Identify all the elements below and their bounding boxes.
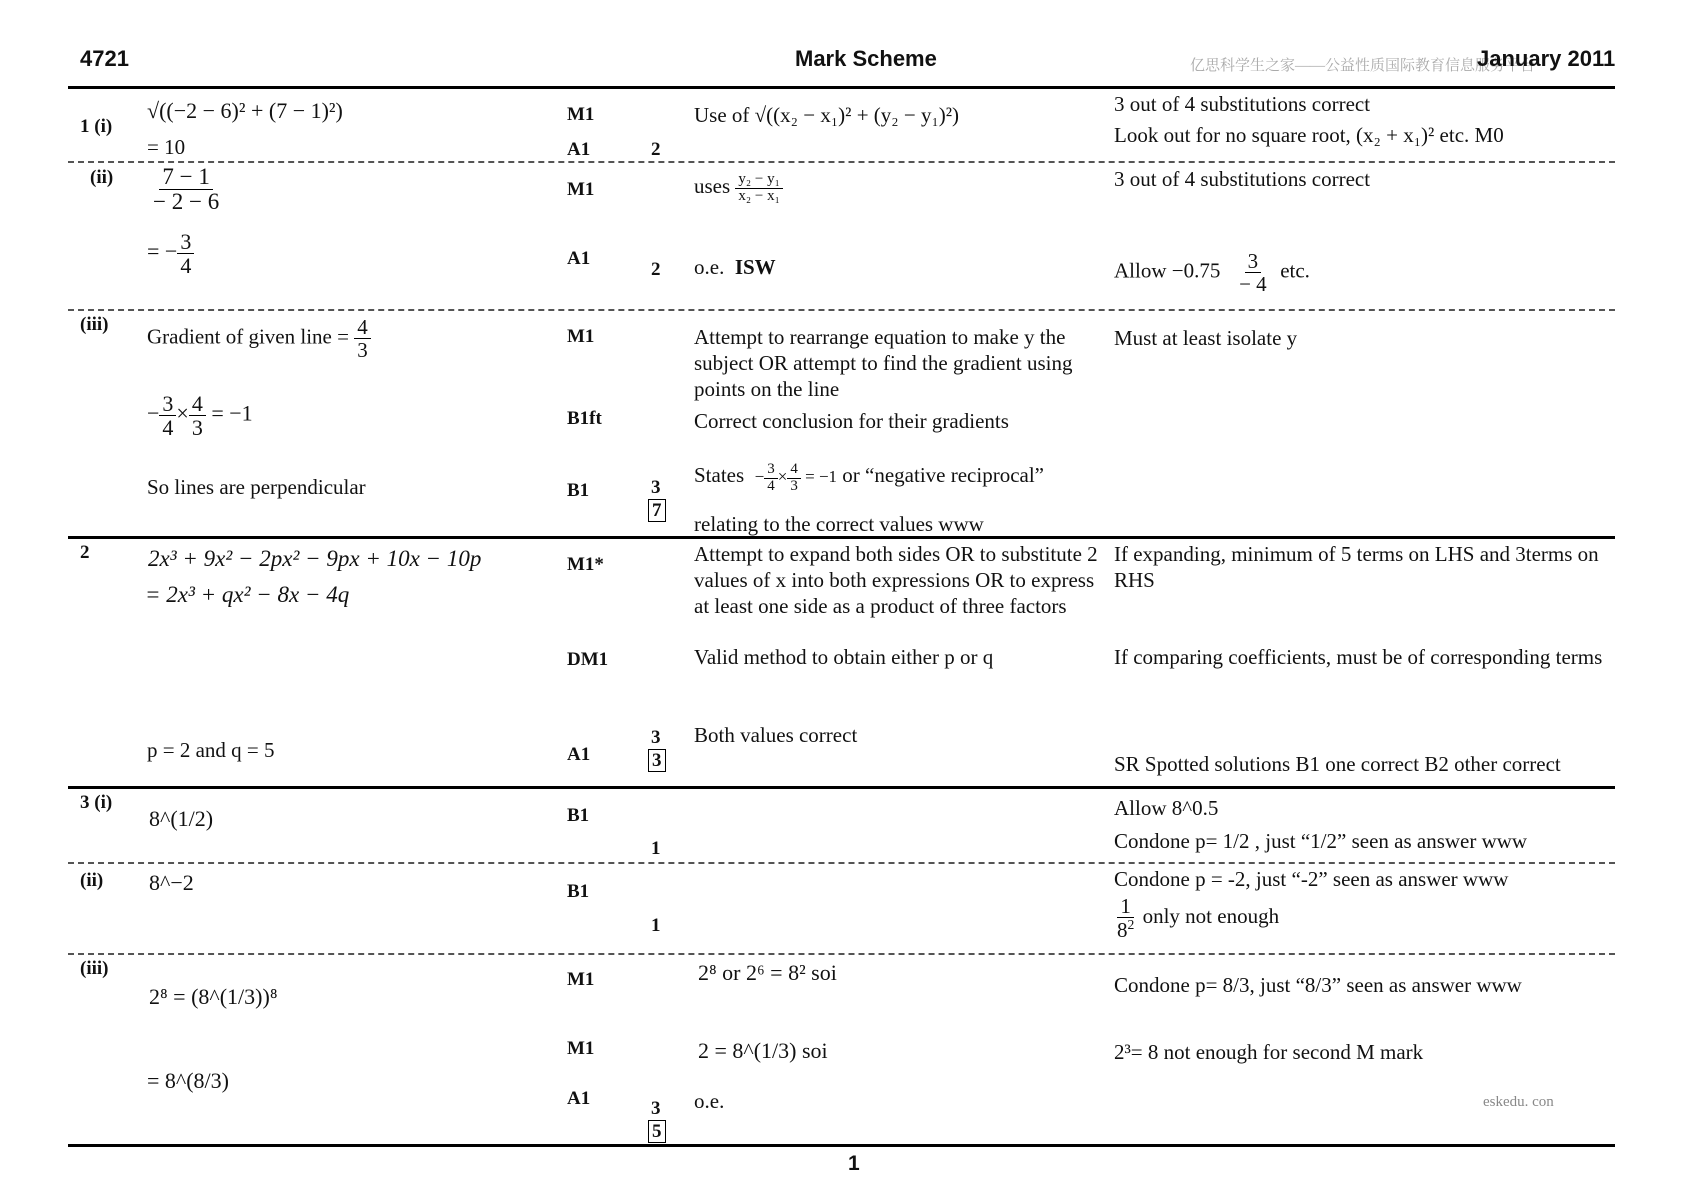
source-watermark: eskedu. con [1483,1094,1554,1110]
note: Condone p= 1/2 , just “1/2” seen as answer www [1114,829,1528,853]
note: If comparing coefficients, must be of corresponding terms [1114,645,1603,669]
question-label: (ii) [90,167,114,188]
mark: DM1 [567,649,609,670]
mark-total: 1 [651,838,661,859]
question-total: 7 [648,498,666,524]
answer-equation: 2⁸ = (8^(1/3))⁸ [149,984,278,1009]
mark-total: 3 [651,477,661,498]
answer-product: − $\frac{3}{4}$ × $\frac{4}{3}$ = −1 [147,391,253,441]
guidance: relating to the correct values www [694,512,984,536]
mark: M1 [567,179,595,200]
divider [68,953,1615,955]
answer-power: 8^−2 [149,870,194,895]
divider [68,862,1615,864]
answer-gradient: Gradient of given line = $\frac{4}{3}$ [147,316,371,361]
guidance: Attempt to rearrange equation to make y the subject OR attempt to find the gradient using points on the line [694,325,1073,401]
guidance: Use of √((x₂ − x₁)² + (y₂ − y₁)²) [694,103,960,127]
exam-date: January 2011 [1477,46,1616,71]
watermark: 亿思科学生之家——公益性质国际教育信息服务平台 [1190,58,1536,74]
note: $\frac{1}{8^2}$ only not enough [1117,894,1280,943]
mark: A1 [567,139,591,160]
question-label: 2 [80,542,90,563]
question-rule [68,786,1615,789]
guidance: Valid method to obtain either p or q [694,645,994,669]
mark: M1 [567,326,595,347]
mark: M1 [567,969,595,990]
mark: B1 [567,480,590,501]
answer-conclusion: So lines are perpendicular [147,475,366,499]
question-label: 1 (i) [80,116,113,137]
answer-values: p = 2 and q = 5 [147,738,275,762]
mark-total: 2 [651,139,661,160]
mark: M1 [567,104,595,125]
note: Allow 8^0.5 [1114,796,1219,820]
note: SR Spotted solutions B1 one correct B2 other correct [1114,752,1561,776]
page-title: Mark Scheme [795,46,937,71]
mark: A1 [567,248,591,269]
guidance: uses $\frac{\text{y₂ − y₁}}{\text{x₂ − x₁}}$ [694,172,783,205]
mark: M1 [567,1038,595,1059]
answer-expression: √((−2 − 6)² + (7 − 1)²) [147,98,343,123]
mark: M1* [567,554,604,575]
mark-total: 3 [651,1098,661,1119]
note: Condone p= 8/3, just “8/3” seen as answer www [1114,973,1522,997]
note: If expanding, minimum of 5 terms on LHS and 3terms on RHS [1114,542,1599,592]
mark-total: 2 [651,259,661,280]
answer-result: = − $\frac{3}{4}$ [147,230,194,277]
mark-total: 3 [651,727,661,748]
guidance: Attempt to expand both sides OR to substitute 2 values of x into both expressions OR to express at least one side as a product of three factors [694,542,1098,618]
guidance: Both values correct [694,723,858,747]
guidance: o.e. ISW [694,255,776,279]
question-label: (iii) [80,958,109,979]
header-rule [68,86,1615,89]
divider [68,161,1615,163]
mark-total: 1 [651,915,661,936]
question-total: 3 [648,748,666,774]
guidance: o.e. [694,1089,725,1113]
paper-code: 4721 [80,46,129,71]
question-total: 5 [648,1119,666,1145]
answer-power: 8^(1/2) [149,806,214,831]
question-label: (iii) [80,314,109,335]
footer-rule [68,1144,1615,1147]
answer-expansion: = 2x³ + qx² − 8x − 4q [145,582,350,607]
mark: A1 [567,1088,591,1109]
mark: B1ft [567,408,602,429]
guidance: 2⁸ or 2⁶ = 8² soi [698,960,837,985]
note: Look out for no square root, (x₂ + x₁)² etc. M0 [1114,123,1504,147]
mark: B1 [567,881,590,902]
answer-fraction: $\frac{7 - 1}{- 2 - 6}$ [153,164,220,215]
page-number: 1 [848,1152,860,1175]
question-label: 3 (i) [80,792,113,813]
guidance: States − $\frac{3}{4}$ × $\frac{4}{3}$ = −1 or “negative reciprocal” [694,461,1045,494]
note: Condone p = -2, just “-2” seen as answer www [1114,867,1509,891]
note: 2³= 8 not enough for second M mark [1114,1040,1424,1064]
guidance: 2 = 8^(1/3) soi [698,1038,828,1063]
mark: B1 [567,805,590,826]
note: Must at least isolate y [1114,326,1298,350]
question-label: (ii) [80,870,104,891]
guidance: Correct conclusion for their gradients [694,409,1009,433]
mark: A1 [567,744,591,765]
note: 3 out of 4 substitutions correct [1114,92,1371,116]
divider [68,309,1615,311]
answer-result: = 10 [147,135,186,159]
answer-expansion: 2x³ + 9x² − 2px² − 9px + 10x − 10p [148,546,482,571]
note: 3 out of 4 substitutions correct [1114,167,1371,191]
note: Allow −0.75 $\frac{3}{- 4}$ etc. [1114,249,1310,297]
answer-result: = 8^(8/3) [147,1068,229,1093]
